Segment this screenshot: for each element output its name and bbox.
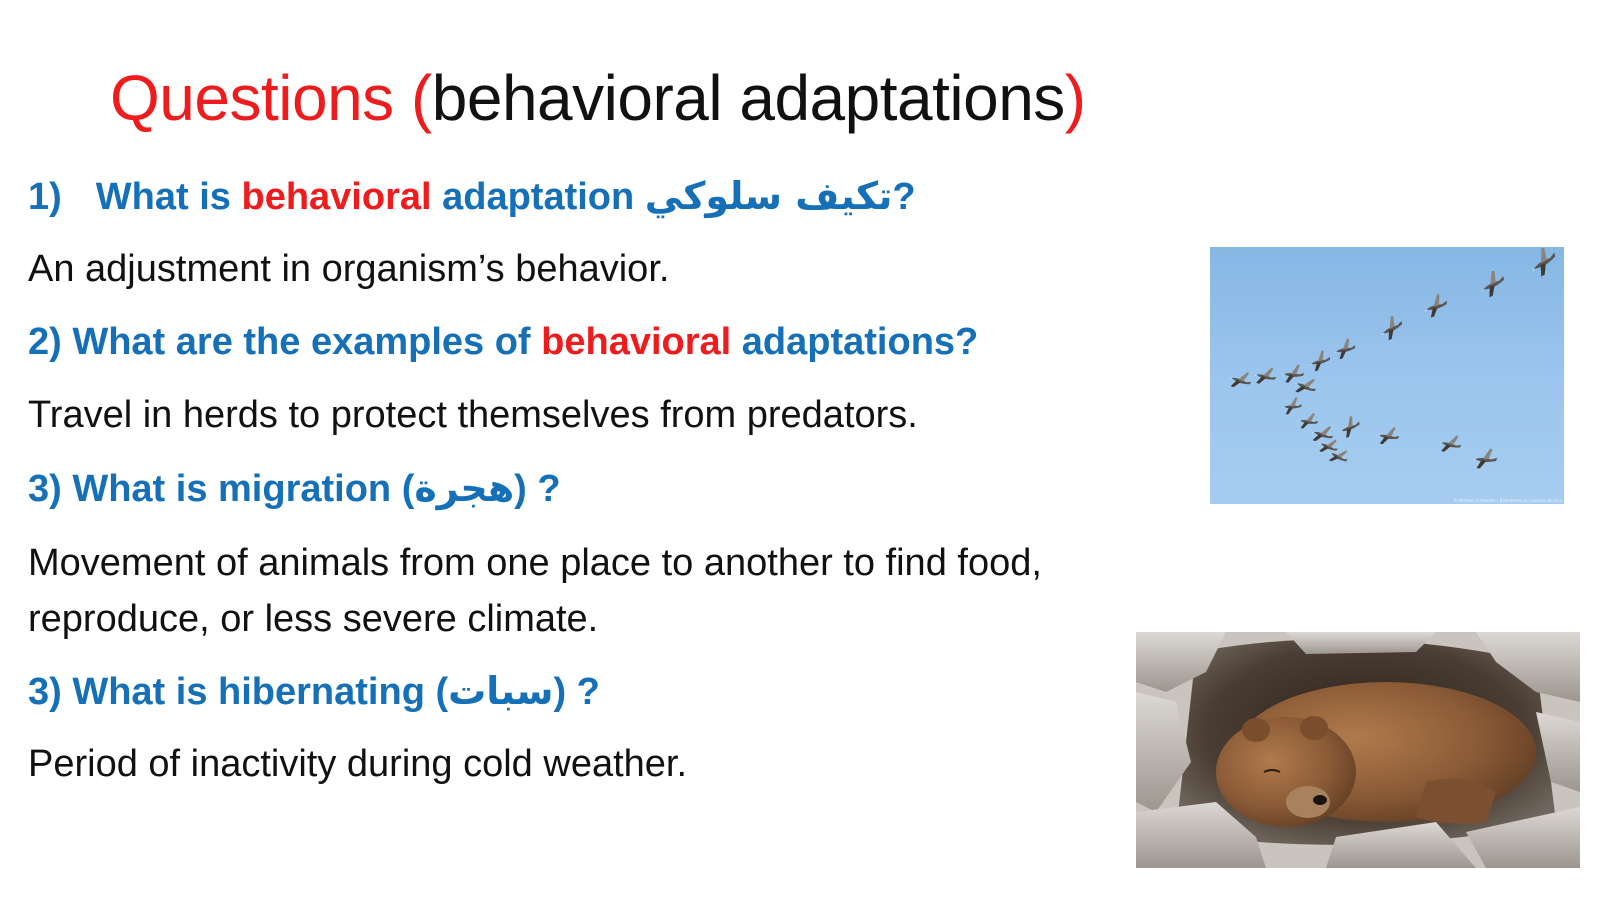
question-1-highlight: behavioral bbox=[241, 176, 432, 218]
answer-4: Period of inactivity during cold weather. bbox=[28, 743, 688, 785]
title-paren-close: ) bbox=[1064, 62, 1086, 134]
question-1-suffix: adaptation bbox=[431, 176, 645, 218]
title-questions: Questions bbox=[110, 62, 411, 134]
question-4 bbox=[28, 667, 600, 716]
title-topic: behavioral adaptations bbox=[431, 62, 1065, 134]
question-2-prefix: 2) What are the examples of bbox=[28, 321, 542, 363]
question-2-highlight: behavioral bbox=[541, 321, 732, 363]
bird-flock bbox=[1227, 247, 1562, 470]
question-1 bbox=[28, 172, 916, 221]
question-3-arabic: هجرة bbox=[414, 466, 515, 510]
question-3-suffix: ) ? bbox=[514, 468, 561, 510]
question-3-prefix: 3) What is migration ( bbox=[28, 468, 415, 510]
answer-3 bbox=[28, 535, 1042, 647]
question-4-suffix: ) ? bbox=[553, 671, 600, 713]
answer-3-line-2: reproduce, or less severe climate. bbox=[28, 598, 599, 640]
answer-1: An adjustment in organism’s behavior. bbox=[28, 248, 670, 290]
question-4-prefix: 3) What is hibernating ( bbox=[28, 671, 449, 713]
photo-credit: © Michael Schroeder / Rebelhorse.ru / picture alliance bbox=[1453, 498, 1562, 503]
slide-title bbox=[110, 58, 1086, 138]
question-1-prefix: What is bbox=[95, 176, 242, 218]
birds-illustration bbox=[1210, 247, 1564, 504]
title-paren-open: ( bbox=[410, 62, 432, 134]
answer-2: Travel in herds to protect themselves from predators. bbox=[28, 394, 918, 436]
question-2 bbox=[28, 318, 978, 366]
question-2-suffix: adaptations? bbox=[731, 321, 979, 363]
hibernating-bear-image bbox=[1136, 632, 1580, 868]
question-3 bbox=[28, 464, 561, 513]
answer-3-line-1: Movement of animals from one place to another to find food, bbox=[28, 542, 1042, 584]
bear-illustration bbox=[1136, 632, 1580, 868]
question-1-arabic: تكيف سلوكي bbox=[644, 174, 893, 218]
question-1-number: 1) bbox=[28, 176, 62, 218]
question-4-arabic: سبات bbox=[448, 669, 554, 713]
question-1-end: ? bbox=[892, 176, 916, 218]
migrating-birds-image bbox=[1210, 247, 1564, 504]
